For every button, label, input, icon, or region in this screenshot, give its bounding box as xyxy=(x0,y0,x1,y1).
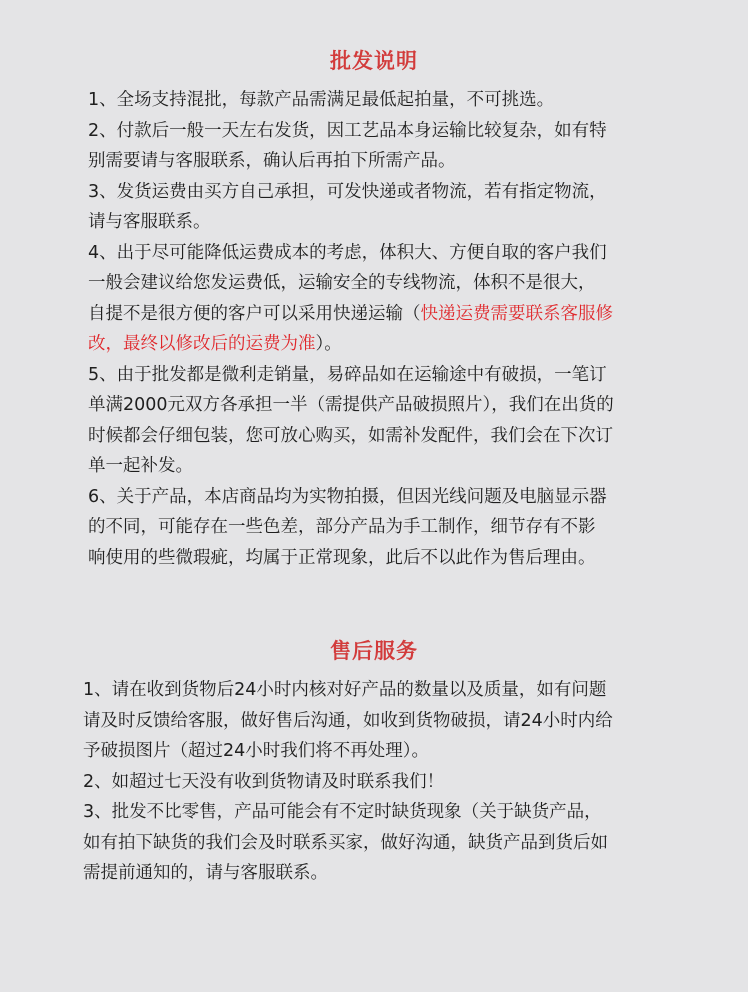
text-line: 2、付款后一般一天左右发货，因工艺品本身运输比较复杂，如有特 xyxy=(88,120,607,141)
after-sales-item-3 xyxy=(83,797,748,889)
wholesale-item-3 xyxy=(88,177,748,238)
shipping-note-highlight: 改，最终以修改后的运费为准 xyxy=(88,334,316,354)
after-sales-item-2 xyxy=(83,767,748,798)
text-line: 别需要请与客服联系，确认后再拍下所需产品。 xyxy=(88,151,456,171)
wholesale-item-2 xyxy=(88,116,748,177)
wholesale-item-6 xyxy=(88,482,748,574)
wholesale-title: 批发说明 xyxy=(330,49,418,73)
after-sales-body xyxy=(0,675,748,889)
text-line: 如有拍下缺货的我们会及时联系买家，做好沟通，缺货产品到货后如 xyxy=(83,832,608,853)
text-line: 1、请在收到货物后24小时内核对好产品的数量以及质量，如有问题 xyxy=(83,680,607,700)
after-sales-section xyxy=(0,636,748,889)
wholesale-body xyxy=(0,85,748,573)
text-line: 需提前通知的，请与客服联系。 xyxy=(83,863,328,883)
wholesale-item-1 xyxy=(88,85,748,116)
text-line: 3、发货运费由买方自己承担，可发快递或者物流，若有指定物流， xyxy=(88,181,607,202)
wholesale-section xyxy=(0,46,748,573)
text-line: 予破损图片（超过24小时我们将不再处理）。 xyxy=(83,741,430,761)
text-line: 5、由于批发都是微利走销量，易碎品如在运输途中有破损，一笔订 xyxy=(88,364,607,385)
text-line: 1、全场支持混批，每款产品需满足最低起拍量，不可挑选。 xyxy=(88,90,555,110)
text-line: 的不同，可能存在一些色差，部分产品为手工制作，细节存有不影 xyxy=(88,517,596,537)
text-segment: 自提不是很方便的客户可以采用快递运输（ xyxy=(88,303,421,324)
text-line: 6、关于产品，本店商品均为实物拍摄，但因光线问题及电脑显示器 xyxy=(88,486,607,507)
text-line: 响使用的些微瑕疵，均属于正常现象，此后不以此作为售后理由。 xyxy=(88,547,596,568)
text-line: 单一起补发。 xyxy=(88,456,193,476)
text-line xyxy=(88,299,748,330)
after-sales-title: 售后服务 xyxy=(330,639,418,663)
wholesale-item-4 xyxy=(88,238,748,360)
text-line: 单满2000元双方各承担一半（需提供产品破损照片），我们在出货的 xyxy=(88,395,614,415)
text-line xyxy=(88,329,748,360)
text-line: 请与客服联系。 xyxy=(88,212,211,232)
text-line: 时候都会仔细包装，您可放心购买，如需补发配件，我们会在下次订 xyxy=(88,425,613,446)
text-line: 3、批发不比零售，产品可能会有不定时缺货现象（关于缺货产品， xyxy=(83,802,602,822)
text-segment: ）。 xyxy=(315,334,342,354)
shipping-note-highlight: 快递运费需要联系客服修 xyxy=(420,303,613,324)
text-line: 4、出于尽可能降低运费成本的考虑，体积大、方便自取的客户我们 xyxy=(88,242,607,263)
text-line: 请及时反馈给客服，做好售后沟通，如收到货物破损，请24小时内给 xyxy=(83,710,613,731)
after-sales-item-1 xyxy=(83,675,748,767)
text-line: 2、如超过七天没有收到货物请及时联系我们！ xyxy=(83,771,445,792)
text-line: 一般会建议给您发运费低，运输安全的专线物流，体积不是很大， xyxy=(88,273,596,293)
wholesale-item-5 xyxy=(88,360,748,482)
